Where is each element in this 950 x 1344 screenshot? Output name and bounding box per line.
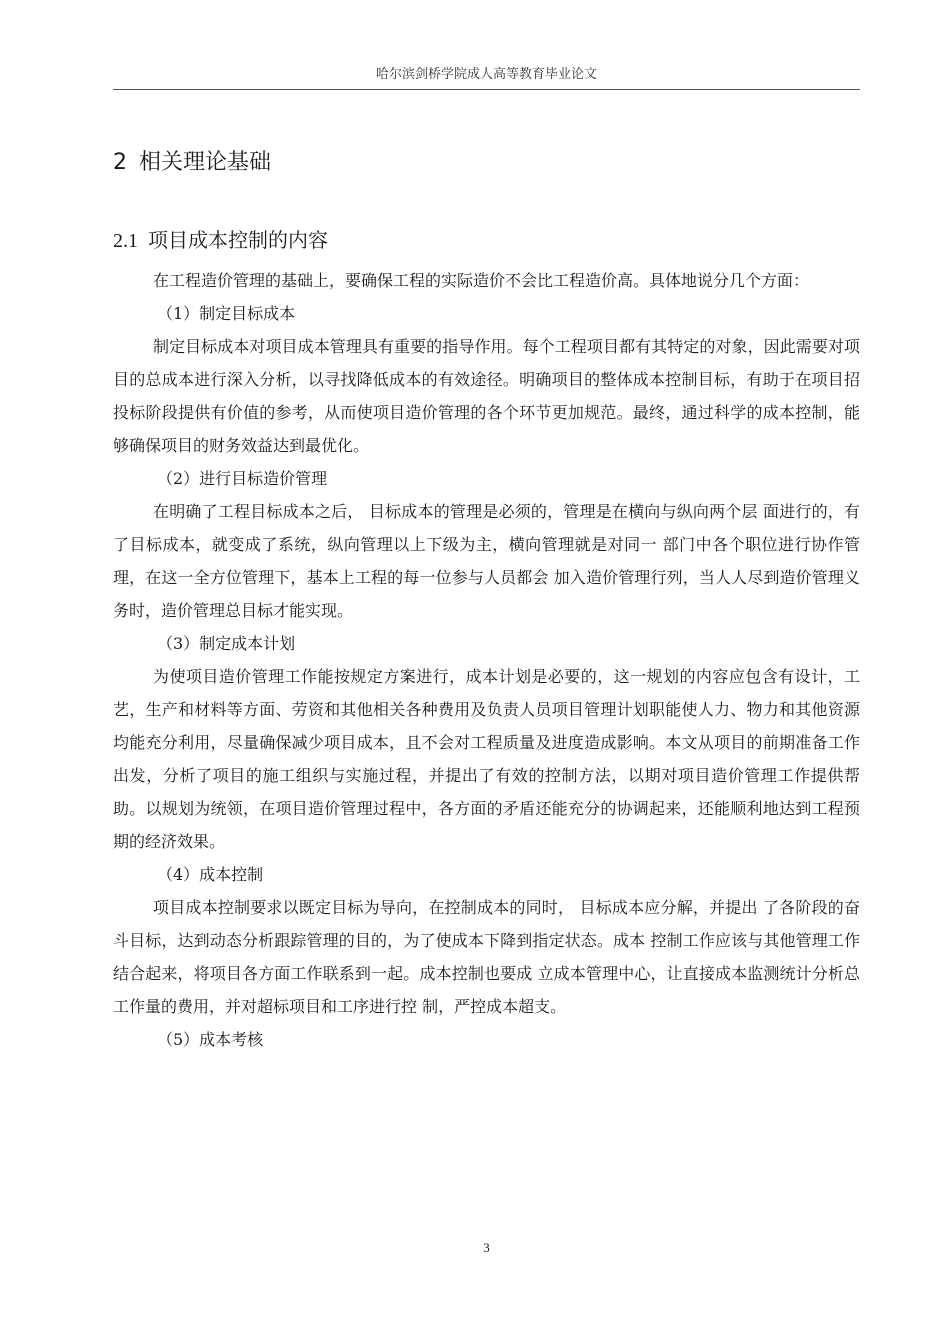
paragraph-cost-plan: 为使项目造价管理工作能按规定方案进行，成本计划是必要的，这一规划的内容应包含有设计，工艺，生产和材料等方面、劳资和其他相关各种费用及负责人员项目管理计划职能使人力、物力和其他资源均能充分利用，尽量确保减少项目成本，且不会对工程质量及进度造成影响。本文从项目的前期准备工作出发，分析了项目的施工组织与实施过程，并提出了有效的控制方法，以期对项目造价管理工作提供帮助。以规划为统领，在项目造价管理过程中，各方面的矛盾还能充分的协调起来，还能顺利地达到工程预期的经济效果。 [113,667,860,851]
page-content [113,145,860,1056]
section-title-text: 项目成本控制的内容 [148,228,328,252]
chapter-title-text: 相关理论基础 [139,150,272,175]
section-title [113,223,860,257]
subheading-target-cost: （1）制定目标成本 [157,304,296,323]
paragraph-target-cost-management: 在明确了工程目标成本之后， 目标成本的管理是必须的，管理是在横向与纵向两个层 面进行的，有了目标成本，就变成了系统，纵向管理以上下级为主，横向管理就是对同一 部门中各个职位进行协作管理，在这一全方位管理下，基本上工程的每一位参与人员都会 加入造价管理行列，当人人尽到造价管理义务时，造价管理总目标才能实现。 [113,502,860,620]
section-body [113,264,860,1056]
header-divider [113,89,860,90]
running-header: 哈尔滨剑桥学院成人高等教育毕业论文 [375,67,597,82]
intro-paragraph: 在工程造价管理的基础上，要确保工程的实际造价不会比工程造价高。具体地说分几个方面： [153,271,810,290]
page-number: 3 [483,1240,490,1255]
section-number: 2.1 [113,230,138,252]
paragraph-cost-control: 项目成本控制要求以既定目标为导向，在控制成本的同时， 目标成本应分解，并提出 了各阶段的奋斗目标，达到动态分析跟踪管理的目的，为了使成本下降到指定状态。成本 控制工作应该与其他管理工作结合起来，将项目各方面工作联系到一起。成本控制也要成 立成本管理中心，让直接成本监测统计分析总工作量的费用，并对超标项目和工序进行控 制，严控成本超支。 [113,898,860,1016]
subheading-cost-control: （4）成本控制 [157,865,264,884]
subheading-cost-assessment: （5）成本考核 [157,1030,264,1049]
subheading-target-cost-management: （2）进行目标造价管理 [157,469,328,488]
chapter-number: 2 [113,150,127,175]
subheading-cost-plan: （3）制定成本计划 [157,634,296,653]
paragraph-target-cost: 制定目标成本对项目成本管理具有重要的指导作用。每个工程项目都有其特定的对象，因此需要对项目的总成本进行深入分析，以寻找降低成本的有效途径。明确项目的整体成本控制目标，有助于在项目招投标阶段提供有价值的参考，从而使项目造价管理的各个环节更加规范。最终，通过科学的成本控制，能够确保项目的财务效益达到最优化。 [113,337,860,455]
chapter-title [113,145,860,181]
